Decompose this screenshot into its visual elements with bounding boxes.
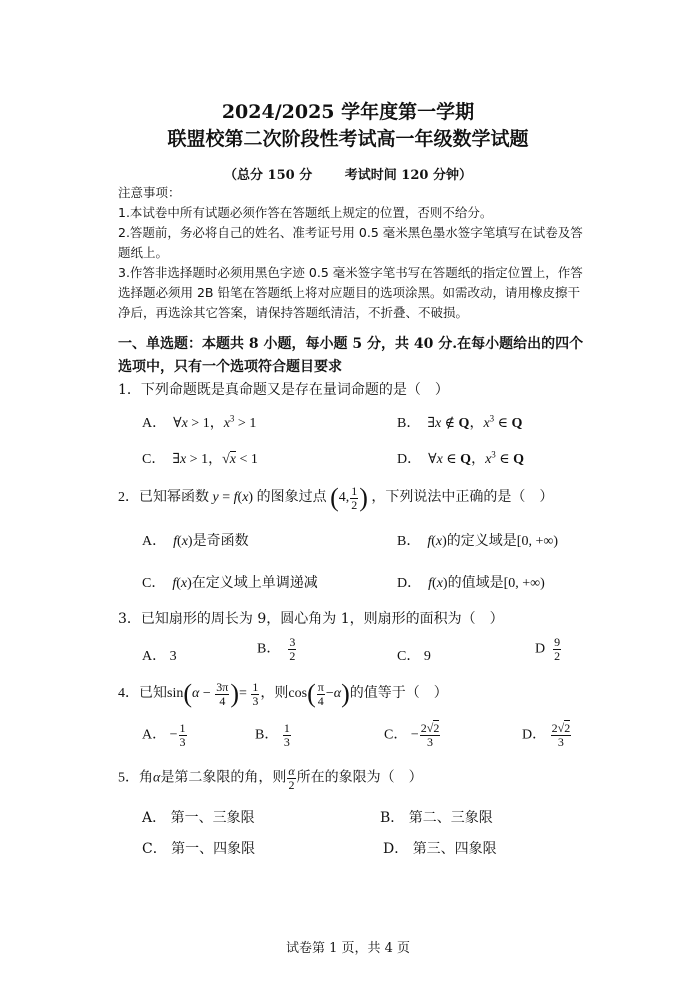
notice-item-1: 1.本试卷中所有试题必须作答在答题纸上规定的位置，否则不给分。: [118, 205, 493, 220]
q2-option-b: B． f(x)的定义域是[0, +∞): [397, 534, 558, 549]
q3-option-b: B． $\frac{3}{2}$: [257, 635, 296, 663]
q4-option-d: D． $\frac{2√2}{3}$: [522, 721, 571, 749]
q4-option-b: B． $\frac{1}{3}$: [255, 721, 290, 749]
page-footer: 试卷第 1 页，共 4 页: [285, 941, 411, 956]
section-heading: 一、单选题：本题共 8 小题，每小题 5 分，共 40 分.在每小题给出的四个选项中，只有一个选项符合题目要求: [118, 336, 584, 375]
notice-item-3: 3.作答非选择题时必须用黑色字迹 0.5 毫米签字笔书写在答题纸的指定位置上，作答选择题必须用 2B 铅笔在答题纸上将对应题目的选项涂黑。如需改动，请用橡皮擦干净后，再选涂其它答案，请保持答题纸清洁，不折叠、不破损。: [118, 265, 583, 320]
q4-option-a: A． − $\frac{1}{3}$: [142, 721, 186, 749]
question-1: 1．下列命题既是真命题又是存在量词命题的是（ ）: [118, 382, 449, 398]
q3-option-d: D $\frac{9}{2}$: [535, 635, 561, 663]
question-3: 3．已知扇形的周长为 9，圆心角为 1，则扇形的面积为（ ）: [118, 611, 504, 627]
notice-heading: 注意事项：: [118, 185, 181, 200]
exam-meta: [0, 164, 696, 183]
exam-title-line2: 联盟校第二次阶段性考试高一年级数学试题: [167, 128, 529, 150]
q5-option-a: A． 第一、三象限: [142, 810, 255, 826]
q5-option-d: D． 第三、四象限: [383, 841, 497, 857]
q1-option-a: A． ∀x > 1，$x^3 > 1$: [142, 413, 257, 431]
q5-option-b: B． 第二、三象限: [380, 810, 493, 826]
q4-option-c: C． − $\frac{2√2}{3}$: [384, 721, 440, 749]
question-5: 5．角α是第二象限的角，则 $\frac{\alpha}{2}$ 所在的象限为（ ）: [118, 764, 423, 792]
q1-option-b: B． ∃x ∉ Q，$x^3$ ∈ Q: [397, 413, 523, 431]
exam-time: 考试时间 120 分钟）: [344, 168, 472, 183]
q2-option-d: D． f(x)的值域是[0, +∞): [397, 576, 545, 591]
q2-option-a: A． f(x)是奇函数: [142, 534, 249, 549]
q3-option-a: A． 3: [142, 649, 177, 664]
notice-item-2: 2.答题前，务必将自己的姓名、准考证号用 0.5 毫米黑色墨水签字笔填写在试卷及答题纸上。: [118, 225, 583, 260]
q2-option-c: C． f(x)在定义域上单调递减: [142, 576, 318, 591]
q1-option-d: D． ∀x ∈ Q，$x^3$ ∈ Q: [397, 449, 525, 467]
q5-option-c: C． 第一、四象限: [142, 841, 256, 857]
q3-option-c: C． 9: [397, 649, 431, 664]
question-4: 4．已知sin(α − $\frac{3\pi}{4}$ )= $\frac{1}{3}$ ，则cos( $\frac{\pi}{4}$ −α)的值等于（ ）: [118, 679, 448, 708]
question-2: 2．已知幂函数 y = f(x) 的图象过点 (4, $\frac{1}{2}$ ) ，下列说法中正确的是（ ）: [118, 483, 554, 512]
total-score: （总分 150 分: [224, 168, 313, 183]
q1-option-c: C． ∃x > 1，√x < 1: [142, 452, 258, 467]
exam-title-line1: 2024/2025 学年度第一学期: [221, 101, 475, 123]
